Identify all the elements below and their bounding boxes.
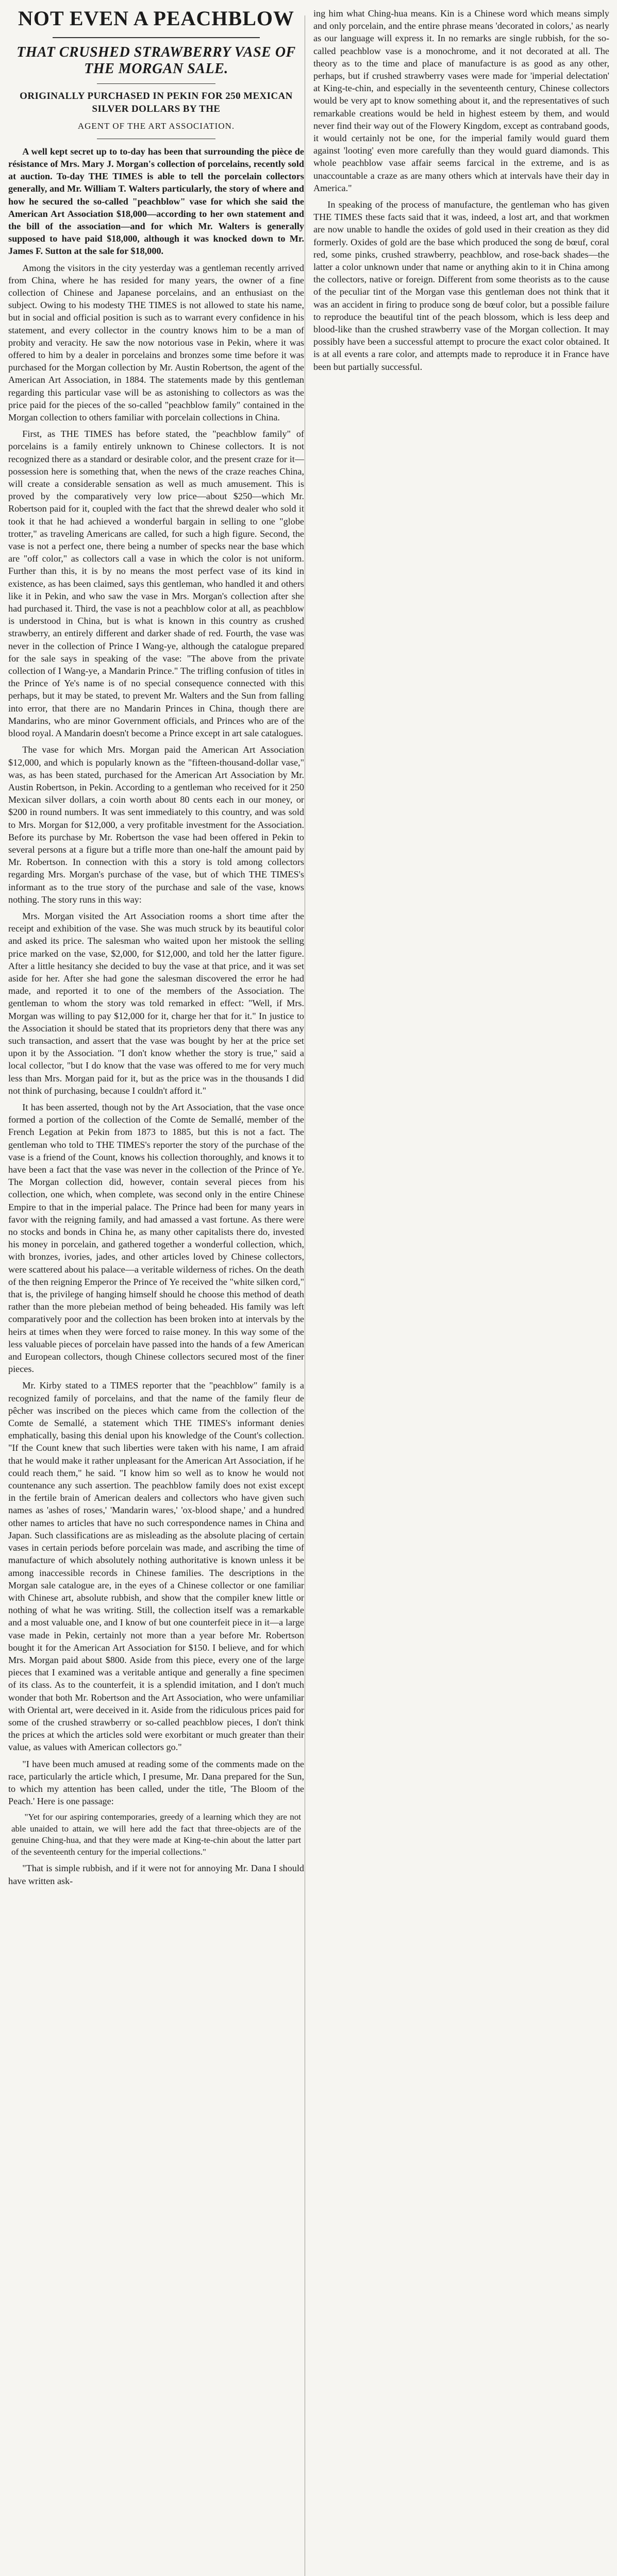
paragraph: In speaking of the process of manufacture, the gentleman who has given THE TIMES these facts said that it was, indeed, a lost art, and that workmen are now unable to handle the oxides of gold used in their creation as they did formerly. Oxides of gold are the base which produced the song de bœuf, coral red, some pinks, crushed strawberry, peachblow, and rose-back shades—the latter a color unknown under that name or anything akin to it in China among the collectors, native or foreign. Different from some theorists as to the cause of the peculiar tint of the Morgan vase this gentleman does not think that it was an accident in firing to produce song de bœuf color, but a possible failure to reproduce the beautiful tint of the peach blossom, which is less deep and blood-like than the crushed strawberry vase of the Morgan collection. It may possibly have been a successful attempt to procure the exact color obtained. It is at all events a rare color, and attempts made to reproduce it in France have been but partially successful.: [313, 199, 609, 372]
deck-primary: THAT CRUSHED STRAWBERRY VASE OF THE MORGAN SALE.: [16, 44, 296, 77]
paragraph: First, as THE TIMES has before stated, the "peachblow family" of porcelains is a family entirely unknown to Chinese collectors. It is not recognized there as a standard or desirable color, and the present craze for it—possession here is something that, when the news of the craze reaches China, will create a considerable sensation as well as much amusement. This is proved by the comparatively very low price—about $250—which Mr. Robertson paid for it, coupled with the fact that the shrewd dealer who sold it took it that he had achieved a wonderful bargain in selling to one "globe trotter," as traveling Americans are called, for such a high figure. Second, the vase is not a perfect one, there being a number of specks near the base which are "off color," as collectors call a vase in which the color is not uniform. Further than this, it is by no means the most perfect vase of its kind in existence, as has been claimed, says this gentleman, who handled it and others like it in Pekin, and who saw the vase in Mrs. Morgan's collection after she had purchased it. Third, the vase is not a peachblow color at all, as peachblow is understood in China, but is what is known in this country as crushed strawberry, an entirely different and darker shade of red. Fourth, the vase was never in the collection of Prince I Wang-ye, although the catalogue prepared for the sale says in speaking of the vase: "The above from the private collection of I Wang-ye, a Mandarin Prince." The trifling confusion of titles in the Prince of Ye's name is of no special consequence connected with this perhaps, but it may be stated, to prevent Mr. Walters and the Sun from falling into error, that there are no Mandarin Princes in China, though there are Mandarins, who are minor Government officials, and Princes who are of the blood royal. A Mandarin doesn't become a Prince except in art sale catalogues.: [8, 429, 304, 739]
paragraph: "That is simple rubbish, and if it were not for annoying Mr. Dana I should have written ask-: [8, 1863, 304, 1886]
headline: NOT EVEN A PEACHBLOW: [18, 7, 295, 30]
deck-secondary: ORIGINALLY PURCHASED IN PEKIN FOR 250 MEXICAN SILVER DOLLARS BY THE: [20, 91, 293, 115]
paragraph: It has been asserted, though not by the Art Association, that the vase once formed a portion of the collection of the Comte de Semallé, member of the French Legation at Pekin from 1873 to 1885, but this is not a fact. The gentleman who told to THE TIMES's reporter the story of the purchase of the vase is a friend of the Count, knows his collection thoroughly, and knows it to have been a fact that the vase was never in the collection of the Prince of Ye. The Morgan collection did, however, contain several pieces from his collection, one which, when complete, was second only in the entire Chinese Empire to that in the imperial palace. The Prince had been for many years in favor with the reigning family, and had amassed a vast fortune. As there were no stocks and bonds in China he, as many other capitalists there do, invested his money in porcelain, and gathered together a wonderful collection, which, with bronzes, ivories, jades, and other articles loved by Chinese collectors, were scattered about his palace—a veritable wilderness of riches. On the death of the then reigning Emperor the Prince of Ye received the "white silken cord," that is, the privilege of hanging himself should he choose this method of death rather than the more plebeian method of being beheaded. His family was left comparatively poor and the collection has been broken into at intervals by the heirs at times when they were forced to raise money. In this way some of the less valuable pieces of porcelain have passed into the hands of a few American and European collectors, though Chinese collectors secured most of the finer pieces.: [8, 1101, 304, 1375]
quoted-passage: "Yet for our aspiring contemporaries, greedy of a learning which they are not able unaided to attain, we will here add the fact that three-objects are of the genuine Ching-hua, and that they were made at King-te-chin about the latter part of the seventeenth century for the imperial collections.": [11, 1812, 301, 1857]
deck-tertiary: AGENT OF THE ART ASSOCIATION.: [77, 121, 235, 131]
left-column: [8, 7, 304, 2576]
paragraph: The vase for which Mrs. Morgan paid the American Art Association $12,000, and which is popularly known as the "fifteen-thousand-dollar vase," was, as has been stated, purchased for the American Art Association by Mr. Austin Robertson, in Pekin. According to a gentleman who received for it 250 Mexican silver dollars, a coin worth about 80 cents each in our money, or $200 in round numbers. It was sent immediately to this country, and was sold to Mrs. Morgan for $12,000, a very profitable investment for the Association. Before its purchase by Mr. Robertson the vase had been offered in Pekin to several persons at a figure but a trifle more than one-half the amount paid by Mr. Robertson. In connection with this a story is told among collectors regarding Mrs. Morgan's purchase of the vase, but of which THE TIMES's informant as to the true story of the purchase and sale of the vase, knows nothing. The story runs in this way:: [8, 744, 304, 905]
paragraph-lead: A well kept secret up to to-day has been that surrounding the pièce de résistance of Mrs. Mary J. Morgan's collection of porcelains, recently sold at auction. To-day THE TIMES is able to tell the porcelain collectors generally, and Mr. William T. Walters particularly, the story of where and how he secured the so-called "peachblow" vase for which she said the American Art Association $18,000—according to her own statement and the bill of the association—and for which Mr. Walters is generally supposed to have paid $18,000, although it was knocked down to Mr. James F. Sutton at the sale for $18,000.: [8, 146, 304, 257]
paragraph: Mrs. Morgan visited the Art Association rooms a short time after the receipt and exhibition of the vase. She was much struck by its beautiful color and asked its price. The salesman who waited upon her mistook the selling price marked on the vase, $2,000, for $12,000, and told her the latter figure. After a little hesitancy she decided to buy the vase at that price, and it was set aside for her. After she had gone the salesman discovered the error he had made, and reported it to one of the members of the Association. The gentleman to whom the story was told remarked in effect: "Well, if Mrs. Morgan was willing to pay $12,000 for it, charge her that for it." In justice to the Association it should be stated that its proprietors deny that there was any such transaction, and assert that the vase was bought by her at the price set upon it by the Association. "I don't know whether the story is true," said a local collector, "but I do know that the vase was offered to me for very much less than Mrs. Morgan paid for it, but as the price was in the thousands I did not think of purchasing, because I couldn't afford it.": [8, 910, 304, 1096]
paragraph: "I have been much amused at reading some of the comments made on the race, particularly the article which, I presume, Mr. Dana prepared for the Sun, to which my attention has been called, under the title, 'The Bloom of the Peach.' Here is one passage:: [8, 1758, 304, 1807]
paragraph: Mr. Kirby stated to a TIMES reporter that the "peachblow" family is a recognized family of porcelains, and that the name of the family fleur de pêcher was inscribed on the pieces which came from the collection of the Comte de Semallé, a statement which THE TIMES's informant denies emphatically, basing this denial upon his knowledge of the Count's collection. "If the Count knew that such liberties were taken with his name, I am afraid that he would make it rather unpleasant for the American Art Association, if he could reach them," he said. "I know him so well as to know he would not countenance any such assertion. The peachblow family does not exist except in the fertile brain of American dealers and collectors who have given such names as 'ashes of roses,' 'Mandarin wares,' 'ox-blood shape,' and a hundred other names to articles that have no such correspondence names in China and Japan. Such classifications are as misleading as the absolute placing of certain vases in certain periods before porcelain was made, and ascribing the time of manufacture of which absolutely nothing authoritative is known unless it be among inaccessible records in Chinese families. The descriptions in the Morgan sale catalogue are, in the eyes of a Chinese collector or one familiar with Chinese art, absolute rubbish, and show that the compiler knew little or nothing of what he was writing. Still, the collection itself was a remarkable and a most valuable one, and I know of but one counterfeit piece in it—a large vase made in Pekin, certainly not more than a year before Mr. Robertson bought it for the American Art Association for $150. I believe, and for which Mrs. Morgan paid about $800. Aside from this piece, every one of the large pieces that I examined was a veritable antique and generally a fine specimen of its class. As to the counterfeit, it is a splendid imitation, and I don't much wonder that both Mr. Robertson and the Art Association, who were unfamiliar with Oriental art, were deceived in it. Aside from the ridiculous prices paid for some of the crushed strawberry or so-called peachblow pieces, I don't think the prices at which the articles sold were exorbitant or much greater than their value, as values with American collectors go.": [8, 1380, 304, 1753]
headline-rule: [53, 37, 260, 38]
paragraph: Among the visitors in the city yesterday was a gentleman recently arrived from China, where he has resided for many years, the owner of a fine collection of Chinese and Japanese porcelains, and an enthusiast on the subject. Owing to his modesty THE TIMES is not allowed to state his name, but in social and official position is such as to warrant every confidence in his statement, and every collector in the country knows him to be a man of probity and veracity. He saw the now notorious vase in Pekin, where it was offered to him by a dealer in porcelains and bronzes some time before it was purchased for the Morgan collection by Mr. Austin Robertson, the agent of the American Art Association, in 1884. The statements made by this gentleman regarding this particular vase will be as astonishing to collectors as was the price paid for the pieces of the so-called "peachblow family" contained in the Morgan collection to others familiar with porcelain collections in China.: [8, 262, 304, 423]
paragraph-continued: ing him what Ching-hua means. Kin is a Chinese word which means simply and only porcelain, and the entire phrase means 'decorated in colors,' as nearly as our language will express it. In no remarks are single rubbish, for the so-called peachblow vase is a monochrome, and it not decorated at all. The theory as to the time and place of manufacture is as good as any other, perhaps, but if crushed strawberry vases were made for 'imperial delectation' at King-te-chin, and especially in the seventeenth century, Chinese collectors would be very apt to know something about it, and the representatives of such remarkable creations would be held in highest esteem by them, and would never find their way out of the Flowery Kingdom, except as contraband goods, it would certainly not be one, for the imperial family would guard them against 'looting' even more carefully than they would guard diamonds. This whole peachblow vase affair seems farcical in the extreme, and is as unaccountable a craze as are many others which at intervals have their day in America.": [313, 8, 609, 193]
right-column: [313, 7, 609, 2576]
deck-rule: [97, 83, 215, 84]
